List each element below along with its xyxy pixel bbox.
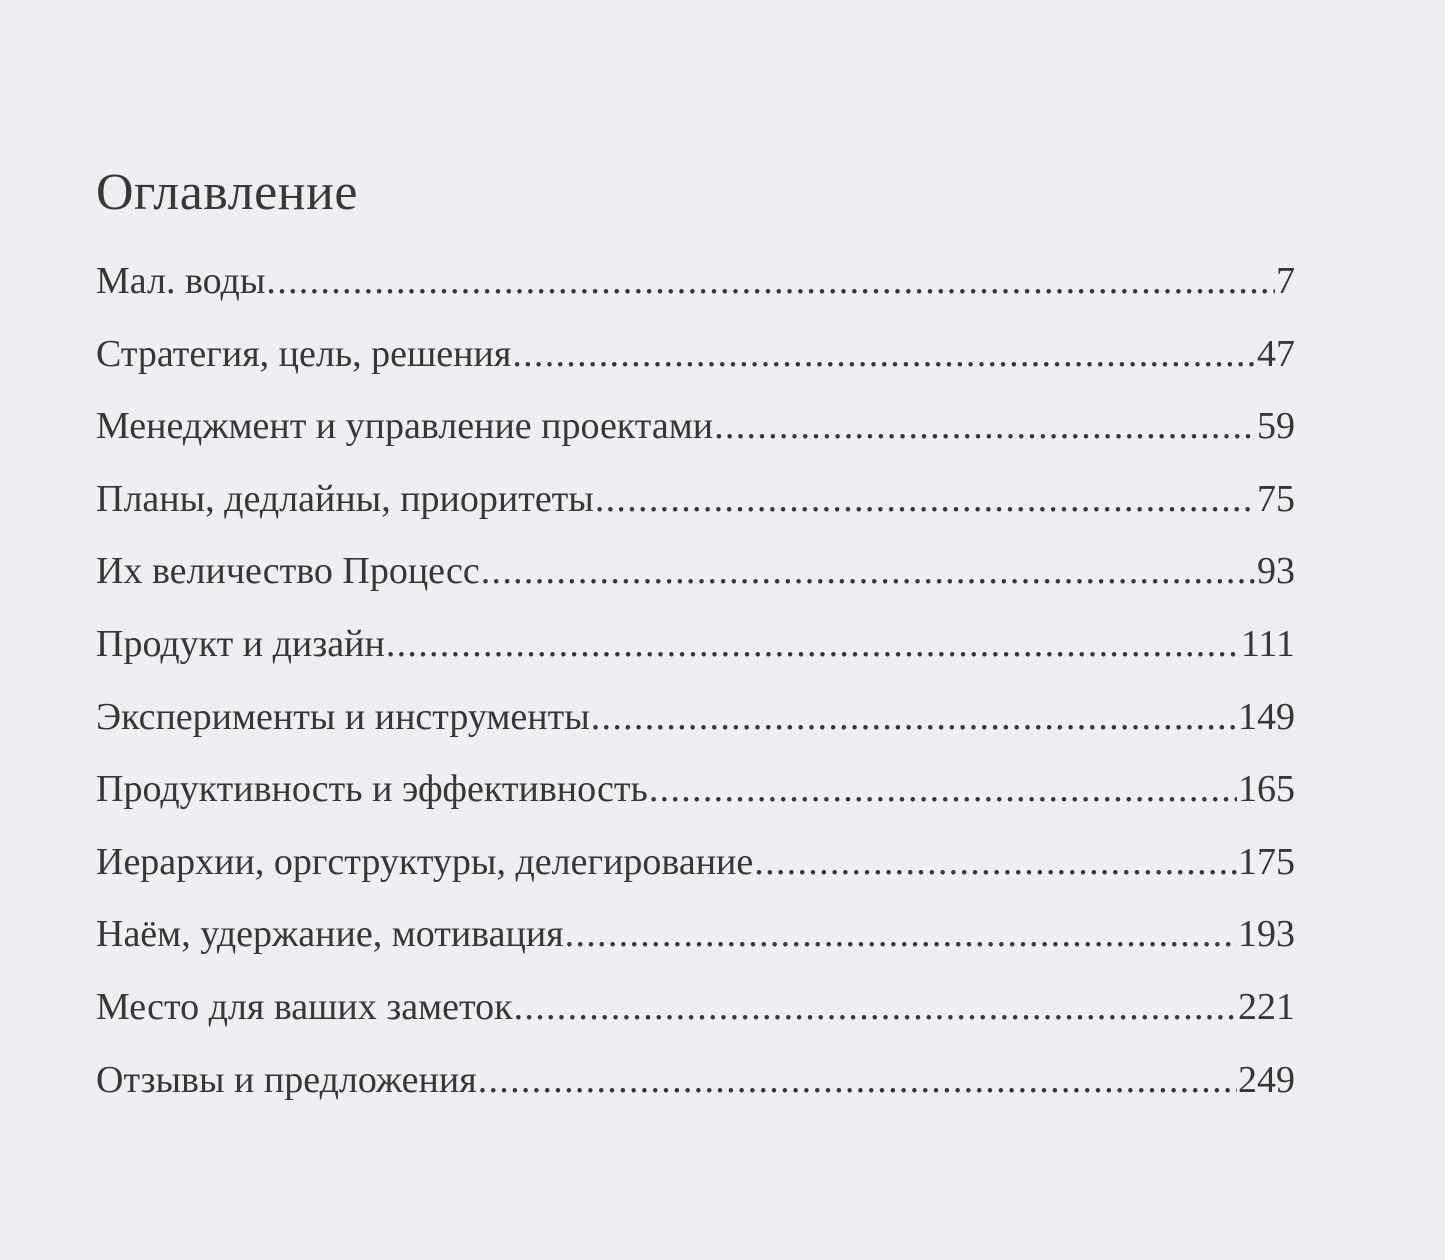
toc-entry-label: Мал. воды bbox=[96, 260, 266, 302]
toc-dot-leader bbox=[512, 318, 1256, 391]
toc-entry bbox=[96, 898, 1295, 971]
toc-dot-leader bbox=[714, 390, 1256, 463]
toc-entry bbox=[96, 318, 1295, 391]
toc-entry-label: Продуктивность и эффективность bbox=[96, 768, 648, 811]
toc-dot-leader bbox=[478, 1044, 1237, 1117]
toc-entry-page: 165 bbox=[1238, 768, 1295, 811]
toc-entry-label: Продукт и дизайн bbox=[96, 622, 385, 665]
toc-entry-label: Эксперименты и инструменты bbox=[96, 695, 590, 738]
toc-entry-label: Стратегия, цель, решения bbox=[96, 332, 512, 375]
toc-dot-leader bbox=[565, 898, 1237, 971]
toc-dot-leader bbox=[754, 826, 1237, 899]
toc-entry-label: Планы, дедлайны, приоритеты bbox=[96, 477, 594, 520]
toc-dot-leader bbox=[591, 681, 1237, 754]
toc-entry-page: 111 bbox=[1240, 622, 1295, 665]
toc-entry-page: 93 bbox=[1257, 550, 1295, 593]
toc-entry-label: Менеджмент и управление проектами bbox=[96, 405, 714, 448]
toc-entry-page: 47 bbox=[1257, 332, 1295, 375]
toc-dot-leader bbox=[266, 245, 1275, 318]
toc-dot-leader bbox=[595, 463, 1256, 536]
toc-entry bbox=[96, 608, 1295, 681]
toc-entry bbox=[96, 971, 1295, 1044]
toc-entry bbox=[96, 390, 1295, 463]
toc-entry bbox=[96, 753, 1295, 826]
toc-entry bbox=[96, 463, 1295, 536]
toc-entry-label: Отзывы и предложения bbox=[96, 1058, 477, 1101]
toc-entry-page: 59 bbox=[1257, 405, 1295, 448]
toc-entry bbox=[96, 245, 1295, 318]
toc-entry-page: 249 bbox=[1238, 1058, 1295, 1101]
toc-entry-label: Место для ваших заметок bbox=[96, 985, 513, 1028]
toc-dot-leader bbox=[386, 608, 1240, 681]
toc-entry-page: 75 bbox=[1257, 477, 1295, 520]
toc-entry-page: 7 bbox=[1276, 260, 1295, 302]
toc-entry-page: 221 bbox=[1238, 985, 1295, 1028]
toc-entry-label: Наём, удержание, мотивация bbox=[96, 913, 564, 956]
toc-dot-leader bbox=[514, 971, 1237, 1044]
toc-entry bbox=[96, 1044, 1295, 1117]
toc-entry-page: 175 bbox=[1238, 840, 1295, 883]
table-of-contents bbox=[96, 245, 1295, 1116]
toc-entry bbox=[96, 826, 1295, 899]
toc-entry-label: Иерархии, оргструктуры, делегирование bbox=[96, 840, 754, 883]
toc-entry bbox=[96, 535, 1295, 608]
toc-entry-page: 193 bbox=[1238, 913, 1295, 956]
page-title: Оглавление bbox=[96, 164, 358, 221]
toc-dot-leader bbox=[649, 753, 1237, 826]
toc-entry bbox=[96, 681, 1295, 754]
toc-entry-label: Их величество Процесс bbox=[96, 550, 480, 593]
toc-dot-leader bbox=[481, 535, 1256, 608]
toc-entry-page: 149 bbox=[1238, 695, 1295, 738]
